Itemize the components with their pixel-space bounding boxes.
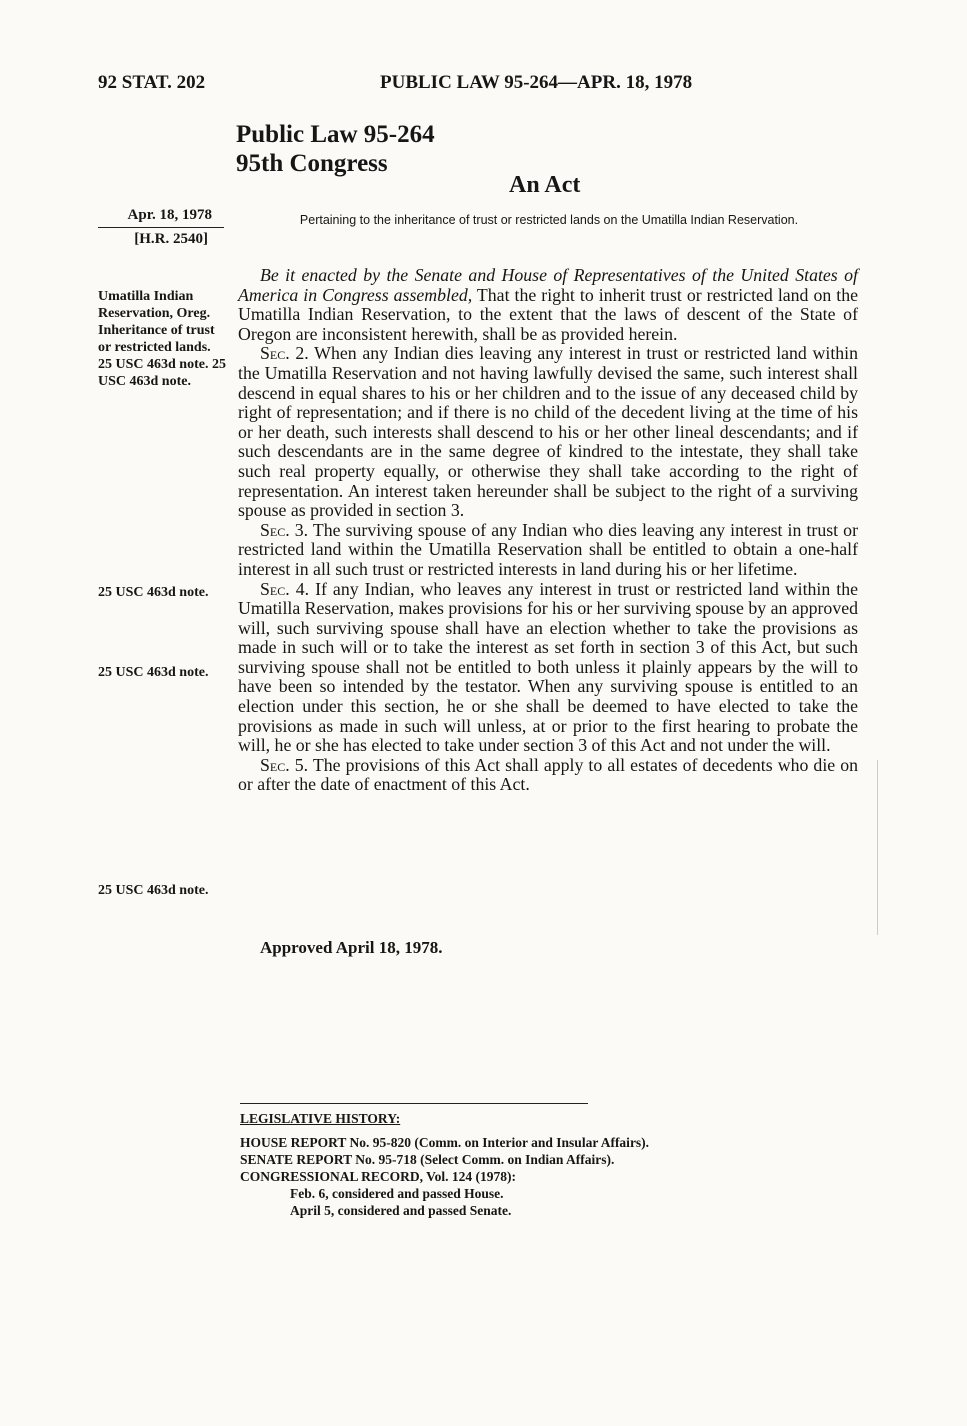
margin-note-sec4: 25 USC 463d note. — [98, 665, 209, 680]
section-2 — [238, 344, 858, 520]
section-5 — [238, 756, 858, 795]
house-action: Feb. 6, considered and passed House. — [290, 1186, 504, 1201]
section-2-text: When any Indian dies leaving any interest in trust or restricted land within the Umatilla Reservation and not having lawfully devised the same, such interest shall descend in equal shares to his or her children and to the issue of any deceased child by right of representation; and if there is no child of the decedent living at the time of his or her death, such interests shall descend to his or her other lineal descendants; and if such descendants are in the same degree of kindred to the intestate, they shall take such real property equally, or otherwise they shall take according to the right of representation. An interest taken hereunder shall be subject to the right of a surviving spouse as provided in section 3. — [238, 343, 859, 521]
section-3-label: Sec. 3. — [260, 519, 309, 540]
bill-number: [H.R. 2540] — [134, 231, 208, 247]
congressional-record: CONGRESSIONAL RECORD, Vol. 124 (1978): — [240, 1169, 517, 1184]
history-divider — [240, 1103, 588, 1104]
enactment-date: Apr. 18, 1978 — [98, 204, 224, 228]
approval-date: Approved April 18, 1978. — [260, 938, 443, 957]
margin-note-subject: Umatilla Indian Reservation, Oreg. Inheritance of trust or restricted lands. 25 USC 463d note. 25 USC 463d note. — [98, 289, 226, 389]
house-report: HOUSE REPORT No. 95-820 (Comm. on Interior and Insular Affairs). — [240, 1135, 650, 1150]
public-law-number: Public Law 95-264 — [236, 121, 435, 148]
section-1-text: That the right to inherit trust or restricted land on the Umatilla Indian Reservation, to the extent that the laws of descent of the State of Oregon are inconsistent herewith, shall be as provided herein. — [238, 284, 859, 344]
page-stat-number: 92 STAT. 202 — [98, 72, 206, 93]
history-heading: LEGISLATIVE HISTORY: — [240, 1111, 401, 1126]
section-4 — [238, 580, 858, 756]
margin-rule — [877, 760, 878, 935]
page-running-header: PUBLIC LAW 95-264—APR. 18, 1978 — [380, 72, 693, 93]
law-title — [236, 120, 435, 178]
congress-number: 95th Congress — [236, 150, 388, 177]
enacting-formula: Be it enacted by the Senate and House of Representatives of the United States of America in Congress assembled, — [238, 265, 858, 305]
section-3 — [238, 521, 858, 580]
margin-note-sec3: 25 USC 463d note. — [98, 585, 209, 600]
section-2-label: Sec. 2. — [260, 343, 309, 364]
section-4-label: Sec. 4. — [260, 578, 310, 599]
margin-note-sec5: 25 USC 463d note. — [98, 883, 209, 898]
act-body — [238, 266, 858, 795]
section-3-text: The surviving spouse of any Indian who dies leaving any interest in trust or restricted land within the Umatilla Reservation shall be entitled to obtain a one-half interest in all such trust or restricted interests in land during his or her lifetime. — [238, 519, 858, 579]
act-purpose: Pertaining to the inheritance of trust or restricted lands on the Umatilla Indian Reservation. — [299, 213, 799, 227]
enacting-clause — [238, 266, 858, 344]
senate-report: SENATE REPORT No. 95-718 (Select Comm. on Indian Affairs). — [240, 1152, 615, 1167]
act-title: An Act — [509, 172, 581, 198]
senate-action: April 5, considered and passed Senate. — [290, 1203, 512, 1218]
enactment-date-block — [98, 204, 224, 251]
section-5-label: Sec. 5. — [260, 754, 309, 775]
section-5-text: The provisions of this Act shall apply to all estates of decedents who die on or after the date of enactment of this Act. — [238, 754, 859, 795]
section-4-text: If any Indian, who leaves any interest in trust or restricted land within the Umatilla Reservation, makes provisions for his or her surviving spouse by an approved will, such surviving spouse shall have an election whether to take the provisions as made in such will or to take the interest as set forth in section 3 of this Act, but such surviving spouse shall not be entitled to both unless it plainly appears by the will to have been so intended by the testator. When any surviving spouse is entitled to an election under this section, he or she shall be deemed to have elected to take the provisions as made in such will unless, at or prior to the first hearing to probate the will, he or she has elected to take under section 3 of this Act and not under the will. — [238, 578, 858, 756]
legislative-history — [240, 1110, 649, 1219]
